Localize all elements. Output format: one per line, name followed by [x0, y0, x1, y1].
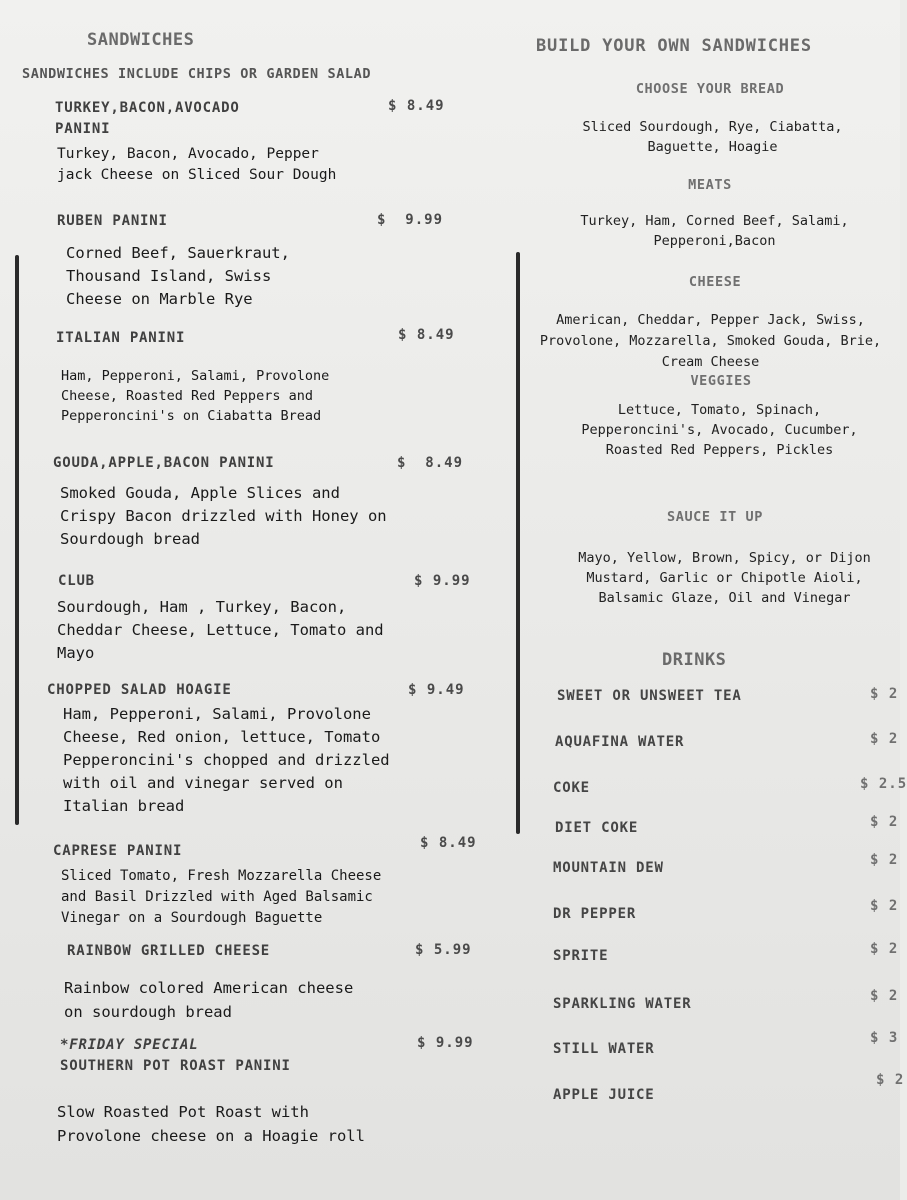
drink-price: $ 2	[870, 852, 899, 868]
menu-item-name: RUBEN PANINI	[57, 213, 168, 229]
menu-item-name: RAINBOW GRILLED CHEESE	[67, 943, 271, 959]
section-label: SAUCE IT UP	[666, 509, 763, 525]
drink-price: $ 2	[870, 988, 899, 1004]
section-text: Turkey, Ham, Corned Beef, Salami, Pepperoni,Bacon	[580, 213, 849, 249]
section-label: CHOOSE YOUR BREAD	[635, 81, 785, 97]
menu-item-name: GOUDA,APPLE,BACON PANINI	[53, 455, 275, 471]
menu-item-name: TURKEY,BACON,AVOCADO PANINI	[55, 100, 240, 137]
menu-item-price: $ 9.49	[408, 682, 465, 698]
menu-item-name: CHOPPED SALAD HOAGIE	[47, 682, 232, 698]
section-text: Lettuce, Tomato, Spinach, Pepperoncini's, Avocado, Cucumber, Roasted Red Peppers, Pickles	[581, 402, 858, 458]
menu-item-price: $ 9.99	[417, 1035, 474, 1051]
menu-item-description: Corned Beef, Sauerkraut, Thousand Island, Swiss Cheese on Marble Rye	[66, 244, 290, 308]
menu-item-price: $ 8.49	[398, 327, 455, 343]
drink-name: AQUAFINA WATER	[555, 734, 685, 750]
drink-name: DR PEPPER	[553, 906, 637, 922]
menu-item-price: $ 8.49	[388, 98, 445, 114]
menu-item-price: $ 5.99	[415, 942, 472, 958]
menu-item-description: Ham, Pepperoni, Salami, Provolone Cheese, Roasted Red Peppers and Pepperoncini's on Ciabatta Bread	[61, 368, 330, 424]
menu-item-description: Slow Roasted Pot Roast with Provolone cheese on a Hoagie roll	[57, 1103, 365, 1145]
menu-item-name: ITALIAN PANINI	[56, 330, 186, 346]
menu-item-description: Rainbow colored American cheese on sourdough bread	[64, 979, 354, 1021]
sandwiches-subheading: SANDWICHES INCLUDE CHIPS OR GARDEN SALAD	[22, 66, 372, 82]
menu-item-description: Smoked Gouda, Apple Slices and Crispy Bacon drizzled with Honey on Sourdough bread	[60, 484, 387, 548]
drink-price: $ 2	[870, 898, 899, 914]
menu-item-name: *FRIDAY SPECIAL	[60, 1037, 199, 1053]
section-text: Sliced Sourdough, Rye, Ciabatta, Baguette, Hoagie	[582, 119, 843, 155]
section-label: MEATS	[688, 177, 732, 193]
drink-price: $ 2	[870, 814, 899, 830]
menu-item-name: CAPRESE PANINI	[53, 843, 183, 859]
menu-item-price: $ 9.99	[414, 573, 471, 589]
menu-item-name: CLUB	[58, 573, 95, 589]
drink-price: $ 2	[870, 941, 899, 957]
section-label: CHEESE	[688, 274, 742, 290]
drinks-heading: DRINKS	[662, 650, 727, 670]
menu-item-subname: SOUTHERN POT ROAST PANINI	[60, 1058, 291, 1074]
drink-name: DIET COKE	[555, 820, 639, 836]
drink-name: SWEET OR UNSWEET TEA	[557, 688, 742, 704]
drink-name: APPLE JUICE	[553, 1087, 655, 1103]
menu-item-description: Sliced Tomato, Fresh Mozzarella Cheese and Basil Drizzled with Aged Balsamic Vinegar on a Sourdough Baguette	[61, 868, 382, 926]
drink-price: $ 2	[870, 731, 899, 747]
drink-name: SPRITE	[553, 948, 609, 964]
drink-price: $ 2.5	[860, 776, 907, 792]
menu-item-description: Turkey, Bacon, Avocado, Pepper jack Cheese on Sliced Sour Dough	[57, 146, 337, 183]
section-label: VEGGIES	[690, 373, 752, 389]
menu-item-price: $ 8.49	[397, 455, 464, 471]
section-text: American, Cheddar, Pepper Jack, Swiss, Provolone, Mozzarella, Smoked Gouda, Brie, Cream Cheese	[539, 312, 882, 370]
build-your-own-heading: BUILD YOUR OWN SANDWICHES	[536, 36, 812, 56]
menu-item-price: $ 8.49	[420, 835, 477, 851]
menu-item-description: Ham, Pepperoni, Salami, Provolone Cheese, Red onion, lettuce, Tomato Pepperoncini's chopped and drizzled with oil and vinegar served on Italian bread	[63, 705, 390, 815]
section-text: Mayo, Yellow, Brown, Spicy, or Dijon Mustard, Garlic or Chipotle Aioli, Balsamic Glaze, Oil and Vinegar	[578, 550, 871, 606]
menu-item-price: $ 9.99	[377, 212, 444, 228]
drink-name: COKE	[553, 780, 590, 796]
sandwiches-heading: SANDWICHES	[87, 30, 195, 50]
left-bracket-bar	[15, 255, 19, 825]
drink-price: $ 2	[870, 686, 899, 702]
drink-name: STILL WATER	[553, 1041, 655, 1057]
drink-name: SPARKLING WATER	[553, 996, 692, 1012]
drink-name: MOUNTAIN DEW	[553, 860, 664, 876]
menu-item-description: Sourdough, Ham , Turkey, Bacon, Cheddar Cheese, Lettuce, Tomato and Mayo	[57, 598, 384, 662]
drink-price: $ 2	[876, 1072, 905, 1088]
right-bracket-bar	[516, 252, 520, 834]
drink-price: $ 3	[870, 1030, 899, 1046]
